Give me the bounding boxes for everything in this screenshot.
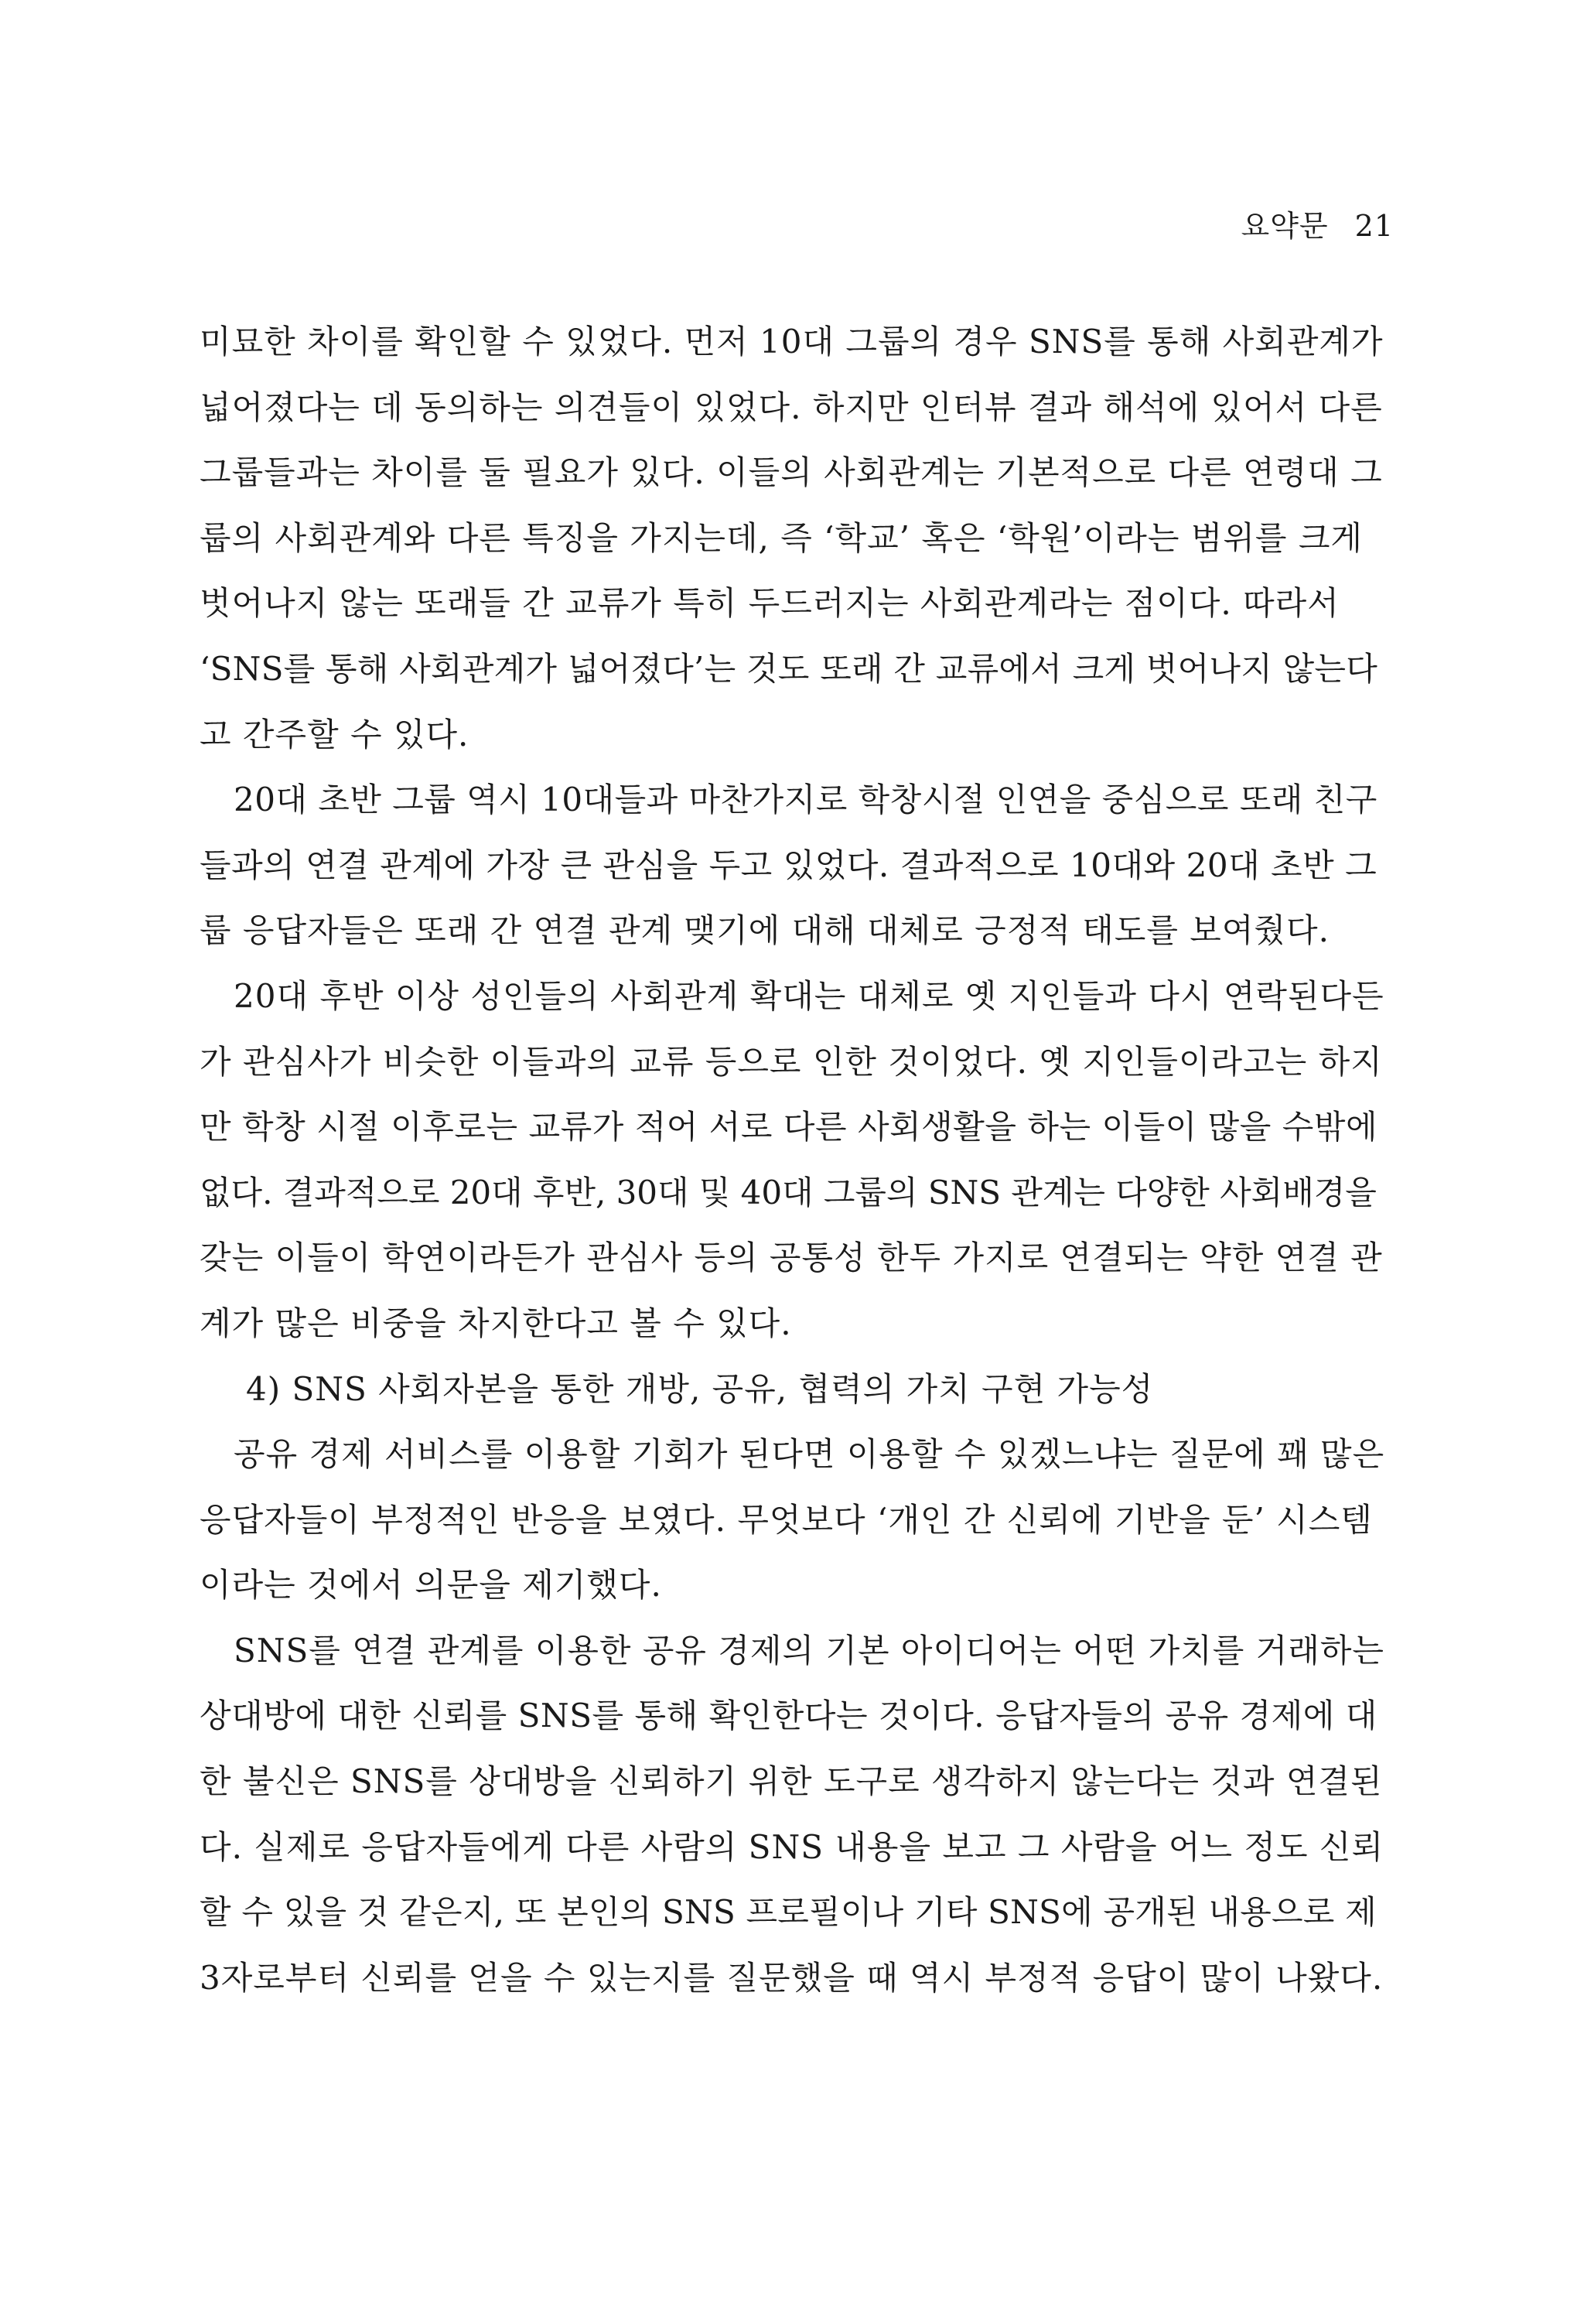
text-line: 룹의 사회관계와 다른 특징을 가지는데, 즉 ‘학교’ 혹은 ‘학원’이라는 범위를 크게 [200, 518, 1363, 557]
section-title: 요약문 [1241, 209, 1329, 243]
text-line: 미묘한 차이를 확인할 수 있었다. 먼저 10대 그룹의 경우 SNS를 통해 사회관계가 [200, 323, 1384, 361]
text-line: 넓어졌다는 데 동의하는 의견들이 있었다. 하지만 인터뷰 결과 해석에 있어서 다른 [200, 388, 1383, 426]
text-line: 그룹들과는 차이를 둘 필요가 있다. 이들의 사회관계는 기본적으로 다른 연령대 그 [200, 453, 1383, 492]
text-line: 들과의 연결 관계에 가장 큰 관심을 두고 있었다. 결과적으로 10대와 20대 초반 그 [200, 846, 1377, 884]
page-number: 21 [1354, 209, 1394, 243]
text-line: 만 학창 시절 이후로는 교류가 적어 서로 다른 사회생활을 하는 이들이 많을 수밖에 [200, 1108, 1378, 1147]
text-line: 계가 많은 비중을 차지한다고 볼 수 있다. [200, 1304, 792, 1342]
text-line: 가 관심사가 비슷한 이들과의 교류 등으로 인한 것이었다. 옛 지인들이라고는 하지 [200, 1042, 1383, 1081]
text-line: 공유 경제 서비스를 이용할 기회가 된다면 이용할 수 있겠느냐는 질문에 꽤 많은 [234, 1435, 1385, 1474]
text-line: 20대 후반 이상 성인들의 사회관계 확대는 대체로 옛 지인들과 다시 연락된다든 [234, 976, 1384, 1015]
text-line: ‘SNS를 통해 사회관계가 넓어졌다’는 것도 또래 간 교류에서 크게 벗어나지 않는다 [200, 649, 1378, 688]
text-line: SNS를 연결 관계를 이용한 공유 경제의 기본 아이디어는 어떤 가치를 거래하는 [234, 1631, 1384, 1670]
text-line: 다. 실제로 응답자들에게 다른 사람의 SNS 내용을 보고 그 사람을 어느 정도 신뢰 [200, 1827, 1384, 1866]
text-line: 갖는 이들이 학연이라든가 관심사 등의 공통성 한두 가지로 연결되는 약한 연결 관 [200, 1239, 1383, 1277]
text-line: 한 불신은 SNS를 상대방을 신뢰하기 위한 도구로 생각하지 않는다는 것과 연결된 [200, 1762, 1383, 1801]
running-head [1241, 207, 1394, 244]
text-line: 벗어나지 않는 또래들 간 교류가 특히 두드러지는 사회관계라는 점이다. 따라서 [200, 584, 1340, 623]
text-line: 이라는 것에서 의문을 제기했다. [200, 1566, 662, 1605]
text-line: 할 수 있을 것 같은지, 또 본인의 SNS 프로필이나 기타 SNS에 공개된 내용으로 제 [200, 1893, 1377, 1932]
text-line: 없다. 결과적으로 20대 후반, 30대 및 40대 그룹의 SNS 관계는 다양한 사회배경을 [200, 1173, 1377, 1212]
body-text [200, 309, 1384, 2011]
text-line: 룹 응답자들은 또래 간 연결 관계 맺기에 대해 대체로 긍정적 태도를 보여줬다. [200, 911, 1330, 950]
text-line: 20대 초반 그룹 역시 10대들과 마찬가지로 학창시절 인연을 중심으로 또래 친구 [234, 781, 1377, 819]
text-line: 3자로부터 신뢰를 얻을 수 있는지를 질문했을 때 역시 부정적 응답이 많이 나왔다. [200, 1958, 1384, 1997]
text-line: 고 간주할 수 있다. [200, 715, 469, 754]
section-heading: 4) SNS 사회자본을 통한 개방, 공유, 협력의 가치 구현 가능성 [246, 1369, 1154, 1408]
text-line: 상대방에 대한 신뢰를 SNS를 통해 확인한다는 것이다. 응답자들의 공유 경제에 대 [200, 1697, 1377, 1735]
text-line: 응답자들이 부정적인 반응을 보였다. 무엇보다 ‘개인 간 신뢰에 기반을 둔’ 시스템 [200, 1500, 1373, 1539]
